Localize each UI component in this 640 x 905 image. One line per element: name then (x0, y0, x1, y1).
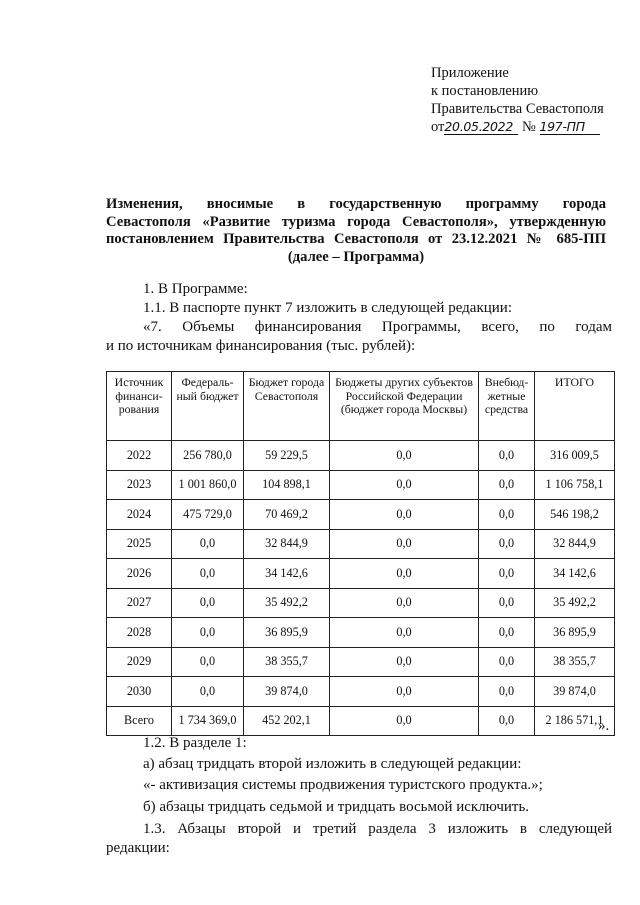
intro-paragraph-3-line-2: и по источникам финансирования (тыс. рублей): (106, 338, 416, 354)
table-cell: 0,0 (479, 647, 535, 677)
title-line-3: постановлением Правительства Севастополя от 23.12.2021 № 685-ПП (106, 231, 606, 247)
table-cell: 38 355,7 (244, 647, 330, 677)
table-row (107, 559, 615, 589)
table-cell: 2023 (107, 470, 172, 500)
table-cell: 2025 (107, 529, 172, 559)
table-cell: 34 142,6 (535, 559, 615, 589)
table-cell: 0,0 (330, 677, 479, 707)
table-cell: 38 355,7 (535, 647, 615, 677)
table-cell: 35 492,2 (244, 588, 330, 618)
title-line-4: (далее – Программа) (287, 248, 425, 265)
section-2 (106, 734, 612, 858)
table-cell: 32 844,9 (244, 529, 330, 559)
section2-paragraph-2: а) абзац тридцать второй изложить в следующей редакции: (143, 756, 522, 772)
table-cell: 1 106 758,1 (535, 470, 615, 500)
table-cell: 0,0 (172, 559, 244, 589)
table-cell: 0,0 (330, 618, 479, 648)
table-cell: 0,0 (479, 618, 535, 648)
table-cell: 0,0 (172, 647, 244, 677)
appendix-date-line (431, 118, 631, 136)
section2-paragraph-4: б) абзацы тридцать седьмой и тридцать восьмой исключить. (143, 799, 530, 815)
table-cell: 0,0 (330, 529, 479, 559)
table-cell: 2026 (107, 559, 172, 589)
header-total: ИТОГО (535, 372, 615, 441)
intro-paragraph-1: 1. В Программе: (143, 281, 248, 297)
table-cell: 0,0 (330, 559, 479, 589)
section2-paragraph-5-line-2: редакции: (106, 840, 170, 856)
intro-section (106, 280, 612, 356)
table-row (107, 706, 615, 736)
table-row (107, 470, 615, 500)
table-closing-quote: ». (598, 718, 610, 734)
date-value: 20.05.2022 (444, 120, 518, 135)
table-cell: 0,0 (330, 500, 479, 530)
table-row (107, 529, 615, 559)
table-row (107, 588, 615, 618)
table-cell: 0,0 (479, 677, 535, 707)
table-cell: 32 844,9 (535, 529, 615, 559)
table-cell: 104 898,1 (244, 470, 330, 500)
table-cell: 35 492,2 (535, 588, 615, 618)
table-cell: 0,0 (172, 677, 244, 707)
table-header-row (107, 372, 615, 441)
appendix-line-2: к постановлению (431, 83, 539, 99)
table-cell: 0,0 (330, 647, 479, 677)
number-value: 197-ПП (540, 120, 600, 135)
appendix-line-3: Правительства Севастополя (431, 101, 604, 117)
table-cell: 475 729,0 (172, 500, 244, 530)
table-cell: 36 895,9 (244, 618, 330, 648)
table-cell: 2 186 571,1 (535, 706, 615, 736)
table-cell: 452 202,1 (244, 706, 330, 736)
table-cell: 36 895,9 (535, 618, 615, 648)
section2-paragraph-3: «- активизация системы продвижения туристского продукта.»; (143, 777, 543, 793)
table-cell: 0,0 (479, 559, 535, 589)
table-cell: 1 734 369,0 (172, 706, 244, 736)
title-line-1: Изменения, вносимые в государственную программу города (106, 196, 606, 212)
section2-paragraph-1: 1.2. В разделе 1: (143, 735, 247, 751)
table-cell: 1 001 860,0 (172, 470, 244, 500)
table-cell: 0,0 (172, 529, 244, 559)
appendix-block (431, 64, 631, 136)
table-cell: 2022 (107, 441, 172, 471)
financing-table (106, 371, 615, 736)
table-cell: 2027 (107, 588, 172, 618)
header-city: Бюджет города Севастополя (244, 372, 330, 441)
table-row (107, 677, 615, 707)
table-cell: 2028 (107, 618, 172, 648)
table-cell: 39 874,0 (535, 677, 615, 707)
table-row (107, 441, 615, 471)
table-cell: 2029 (107, 647, 172, 677)
appendix-line-1: Приложение (431, 65, 509, 81)
table-cell: 2024 (107, 500, 172, 530)
header-federal: Федераль-ный бюджет (172, 372, 244, 441)
title-line-2: Севастополя «Развитие туризма города Севастополя», утвержденную (106, 213, 606, 230)
table-cell: 316 009,5 (535, 441, 615, 471)
table-cell: 0,0 (479, 529, 535, 559)
table-cell: 0,0 (172, 618, 244, 648)
intro-paragraph-3-line-1: «7. Объемы финансирования Программы, всего, по годам (143, 319, 612, 335)
table-cell: 0,0 (330, 441, 479, 471)
table-cell: 0,0 (172, 588, 244, 618)
table-cell: 39 874,0 (244, 677, 330, 707)
table-cell: 34 142,6 (244, 559, 330, 589)
header-other-subjects: Бюджеты других субъектов Российской Федерации (бюджет города Москвы) (330, 372, 479, 441)
table-cell: 0,0 (330, 706, 479, 736)
table-row (107, 647, 615, 677)
table-row (107, 618, 615, 648)
table-cell: 0,0 (479, 588, 535, 618)
table-cell: 0,0 (479, 470, 535, 500)
document-title (106, 196, 606, 266)
section2-paragraph-5-line-1: 1.3. Абзацы второй и третий раздела 3 изложить в следующей (143, 821, 612, 837)
table-cell: 0,0 (330, 470, 479, 500)
table-cell: 0,0 (479, 500, 535, 530)
table-cell: 70 469,2 (244, 500, 330, 530)
header-source: Источник финанси-рования (107, 372, 172, 441)
table-cell: 256 780,0 (172, 441, 244, 471)
table-cell: 0,0 (479, 441, 535, 471)
table-cell: 546 198,2 (535, 500, 615, 530)
date-prefix: от (431, 119, 445, 135)
table-cell: 0,0 (479, 706, 535, 736)
header-extrabudgetary: Внебюд-жетные средства (479, 372, 535, 441)
table-cell: 2030 (107, 677, 172, 707)
table-cell: 0,0 (330, 588, 479, 618)
table-row (107, 500, 615, 530)
table-cell: 59 229,5 (244, 441, 330, 471)
table-cell: Всего (107, 706, 172, 736)
intro-paragraph-2: 1.1. В паспорте пункт 7 изложить в следующей редакции: (143, 300, 512, 316)
number-prefix: № (522, 119, 536, 135)
